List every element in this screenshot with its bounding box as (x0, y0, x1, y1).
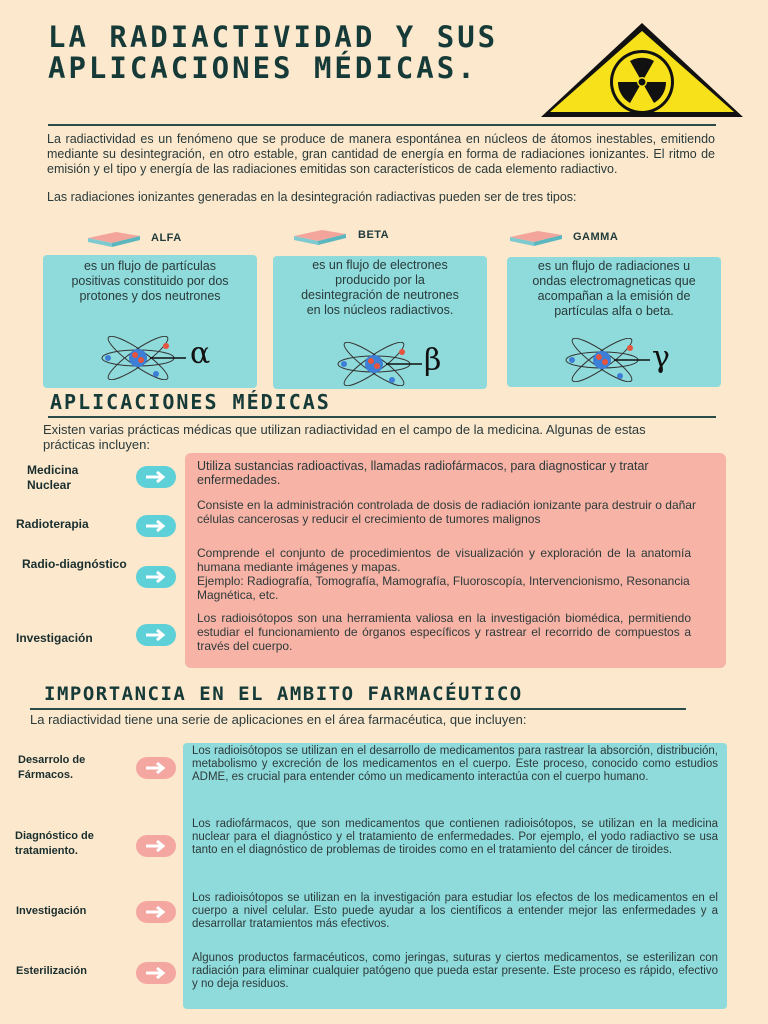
beta-symbol: β (424, 343, 442, 378)
page-title: LA RADIACTIVIDAD Y SUS APLICACIONES MÉDICAS. (48, 20, 499, 85)
pharma-section-title: IMPORTANCIA EN EL AMBITO FARMACÉUTICO (44, 683, 523, 705)
alpha-symbol: α (190, 336, 211, 371)
atom-icon (564, 338, 654, 387)
type-label-alfa: ALFA (151, 232, 182, 244)
atom-icon (336, 342, 426, 391)
medical-divider (48, 416, 716, 418)
title-divider (48, 124, 716, 126)
type-text: es un flujo de partículas positivas constituido por dos protones y dos neutrones (71, 259, 229, 303)
medical-example-radiodiagnostico: Ejemplo: Radiografía, Tomografía, Mamografía, Fluoroscopía, Intervencionismo, Resonancia Magnética, etc. (197, 574, 690, 602)
type-text: es un flujo de electrones producido por la desintegración de neutrones en los núcleos radiactivos. (301, 258, 459, 317)
book-stack-icon (508, 227, 564, 252)
intro-paragraph: La radiactividad es un fenómeno que se produce de manera espontánea en núcleos de átomos inestables, emitiendo mediante su desintegración, en otro estable, gran cantidad de energía en forma de radiaciones ionizantes. El ritmo de emisión y el tipo y energía de las radiaciones emitidas son característicos de cada elemento radiactivo. (47, 132, 715, 176)
medical-text-investigacion: Los radioisótopos son una herramienta valiosa en la investigación biomédica, permitiendo estudiar el funcionamiento de órganos específicos y rastrear el recorrido de compuestos a través del cuerpo. (197, 611, 691, 653)
pharma-text-esterilizacion: Algunos productos farmacéuticos, como jeringas, suturas y ciertos medicamentos, se esterilizan con radiación para eliminar cualquier patógeno que pueda estar presente. Este proceso es rápido, efectivo y no deja residuos. (192, 952, 718, 990)
arrow-right-icon (136, 566, 176, 588)
pharma-label-desarrollo: Desarrolo de Fármacos. (18, 754, 86, 781)
medical-text-radiodiagnostico: Comprende el conjunto de procedimientos de visualización y exploración de la anatomía humana mediante imágenes y mapas. (197, 546, 691, 574)
arrow-right-icon (136, 466, 176, 488)
arrow-right-icon (136, 901, 176, 923)
type-label-beta: BETA (358, 229, 390, 241)
medical-label-nuclear: Medicina Nuclear (27, 463, 79, 492)
pharma-text-desarrollo: Los radioisótopos se utilizan en el desarrollo de medicamentos para rastrear la absorción, distribución, metabolismo y excreción de los medicamentos en el cuerpo. Este proceso, conocido como estudios ADME, es crucial para entender cómo un medicamento interactúa con el cuerpo humano. (192, 745, 718, 783)
type-label-gamma: GAMMA (573, 231, 619, 243)
arrow-right-icon (136, 624, 176, 646)
medical-text-radioterapia: Consiste en la administración controlada de dosis de radiación ionizante para destruir o dañar células cancerosas y reducir el crecimiento de tumores malignos (197, 498, 696, 526)
medical-section-title: APLICACIONES MÉDICAS (50, 390, 331, 414)
medical-intro: Existen varias prácticas médicas que utilizan radiactividad en el campo de la medicina. Algunas de estas prácticas incluyen: (43, 422, 646, 452)
pharma-divider (30, 708, 686, 710)
book-stack-icon (86, 228, 142, 253)
book-stack-icon (292, 226, 348, 251)
radiation-warning-icon (538, 20, 746, 120)
pharma-text-investigacion: Los radioisótopos se utilizan en la investigación para estudiar los efectos de los medicamentos en el cuerpo a nivel celular. Esto puede ayudar a los científicos a entender mejor las enfermedades y a desarrollar tratamientos más efectivos. (192, 892, 718, 930)
medical-label-radiodiagnostico: Radio-diagnóstico (22, 557, 127, 571)
arrow-right-icon (136, 962, 176, 984)
pharma-label-diagnostico: Diagnóstico de tratamiento. (15, 830, 94, 857)
pharma-text-diagnostico: Los radiofármacos, que son medicamentos que contienen radioisótopos, se utilizan en la medicina nuclear para el diagnóstico y el tratamiento de enfermedades. Por ejemplo, el yodo radiactivo se usa tanto en el diagnóstico de problemas de tiroides como en el tratamiento del cáncer de tiroides. (192, 818, 718, 856)
pharma-label-investigacion: Investigación (16, 905, 87, 917)
type-text: es un flujo de radiaciones u ondas electromagneticas que acompañan a la emisión de partículas alfa o beta. (532, 259, 696, 318)
atom-icon (100, 336, 190, 385)
pharma-label-esterilizacion: Esterilización (16, 965, 87, 977)
medical-text-nuclear: Utiliza sustancias radioactivas, llamadas radiofármacos, para diagnosticar y tratar enfermedades. (197, 459, 649, 487)
gamma-symbol: γ (652, 340, 670, 375)
arrow-right-icon (136, 835, 176, 857)
arrow-right-icon (136, 515, 176, 537)
arrow-right-icon (136, 757, 176, 779)
medical-label-investigacion: Investigación (16, 631, 93, 645)
types-intro: Las radiaciones ionizantes generadas en la desintegración radiactivas pueden ser de tres tipos: (47, 190, 577, 204)
medical-label-radioterapia: Radioterapia (16, 517, 89, 531)
pharma-intro: La radiactividad tiene una serie de aplicaciones en el área farmacéutica, que incluyen: (30, 712, 527, 727)
